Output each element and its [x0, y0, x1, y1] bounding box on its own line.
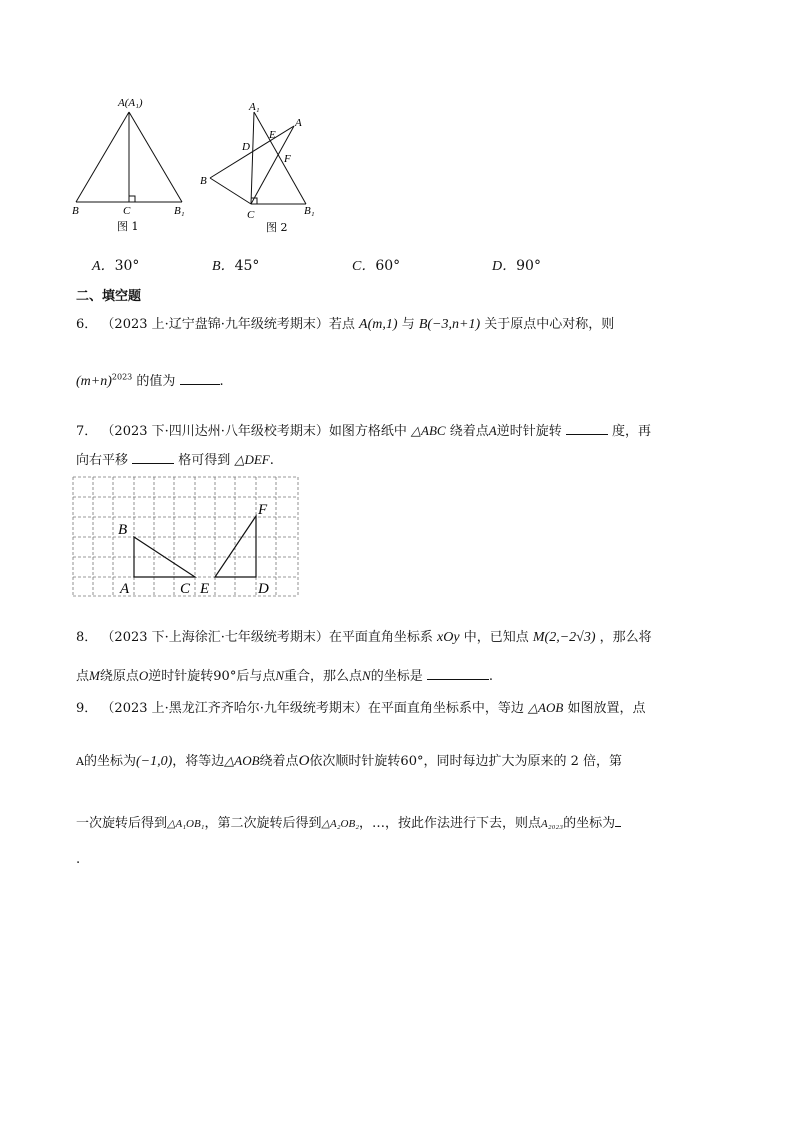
- fig2-label-a: A: [295, 117, 302, 129]
- question-6-line-1: 6． （2023 上·辽宁盘锦·九年级统考期末）若点 A(m,1) 与 B(−3,n+1) 关于原点中心对称，则: [76, 317, 615, 332]
- grid-label-c: C: [180, 581, 191, 597]
- fig2-caption: 图 2: [266, 221, 288, 234]
- fig1-label-top: A(A₁): [118, 97, 143, 109]
- question-8-line-2: 点M绕原点O逆时针旋转90°后与点N重合，那么点N的坐标是 .: [76, 668, 493, 684]
- grid-label-e: E: [200, 581, 210, 597]
- question-7-line-1: 7． （2023 下·四川达州·八年级校考期末）如图方格纸中 △ABC 绕着点A逆时针旋转 度，再: [76, 423, 652, 439]
- question-9-end: .: [76, 852, 81, 867]
- fig2-label-e: E: [269, 129, 276, 141]
- option-d: D．90°: [492, 258, 541, 274]
- q8-answer-blank[interactable]: [427, 679, 489, 680]
- question-7-line-2: 向右平移 格可得到 △DEF.: [76, 452, 274, 468]
- grid-label-b: B: [118, 522, 128, 538]
- fig1-label-b: B: [72, 205, 79, 217]
- triangle-def: [215, 516, 256, 577]
- option-c: C．60°: [352, 258, 401, 274]
- option-b: B．45°: [212, 258, 260, 274]
- grid-label-f: F: [258, 502, 268, 518]
- fig1-label-c: C: [123, 205, 131, 217]
- fig1-caption: 图 1: [117, 220, 139, 233]
- fig2-label-b1: B₁: [304, 205, 315, 217]
- figure-1: [60, 88, 200, 238]
- question-9-line-1: 9． （2023 上·黑龙江齐齐哈尔·九年级统考期末）在平面直角坐标系中，等边 △AOB 如图放置，点: [76, 700, 646, 716]
- q7-degree-blank[interactable]: [566, 434, 608, 435]
- grid-label-a: A: [120, 581, 130, 597]
- fig2-line-bc: [210, 178, 251, 204]
- q6-answer-blank[interactable]: [180, 384, 220, 385]
- fig1-right-angle-mark: [129, 196, 135, 202]
- fig1-line-ab: [76, 112, 129, 202]
- fig2-label-b: B: [200, 175, 207, 187]
- fig1-label-b1: B₁: [174, 205, 185, 217]
- fig2-label-f: F: [284, 153, 291, 165]
- fig2-label-d: D: [242, 141, 250, 153]
- option-a: A．30°: [92, 258, 140, 274]
- question-9-line-2: A的坐标为(−1,0)，将等边△AOB绕着点O依次顺时针旋转60°，同时每边扩大为原来的 2 倍，第: [76, 753, 623, 769]
- question-8-line-1: 8． （2023 下·上海徐汇·七年级统考期末）在平面直角坐标系 xOy 中，已知点 M(2,−2√3) ，那么将: [76, 630, 652, 645]
- q9-answer-blank[interactable]: [615, 826, 621, 827]
- fig2-label-a1: A₁: [249, 101, 260, 113]
- fig1-line-ab1: [129, 112, 182, 202]
- section-title: 二、填空题: [76, 289, 142, 304]
- fig2-line-a1c: [251, 112, 254, 204]
- question-9-line-3: 一次旋转后得到△A₁OB₁，第二次旋转后得到△A₂OB₂，…，按此作法进行下去，则点A₂₀₂₃的坐标为: [76, 812, 621, 831]
- q7-grid-figure: [72, 476, 300, 598]
- question-6-line-2: $(m+n)^{2023}$ 的值为 .: [76, 372, 224, 389]
- grid-lines: [73, 477, 298, 596]
- fig2-label-c: C: [247, 209, 255, 221]
- q7-shift-blank[interactable]: [132, 463, 174, 464]
- figure-2: [196, 98, 326, 238]
- grid-label-d: D: [258, 581, 269, 597]
